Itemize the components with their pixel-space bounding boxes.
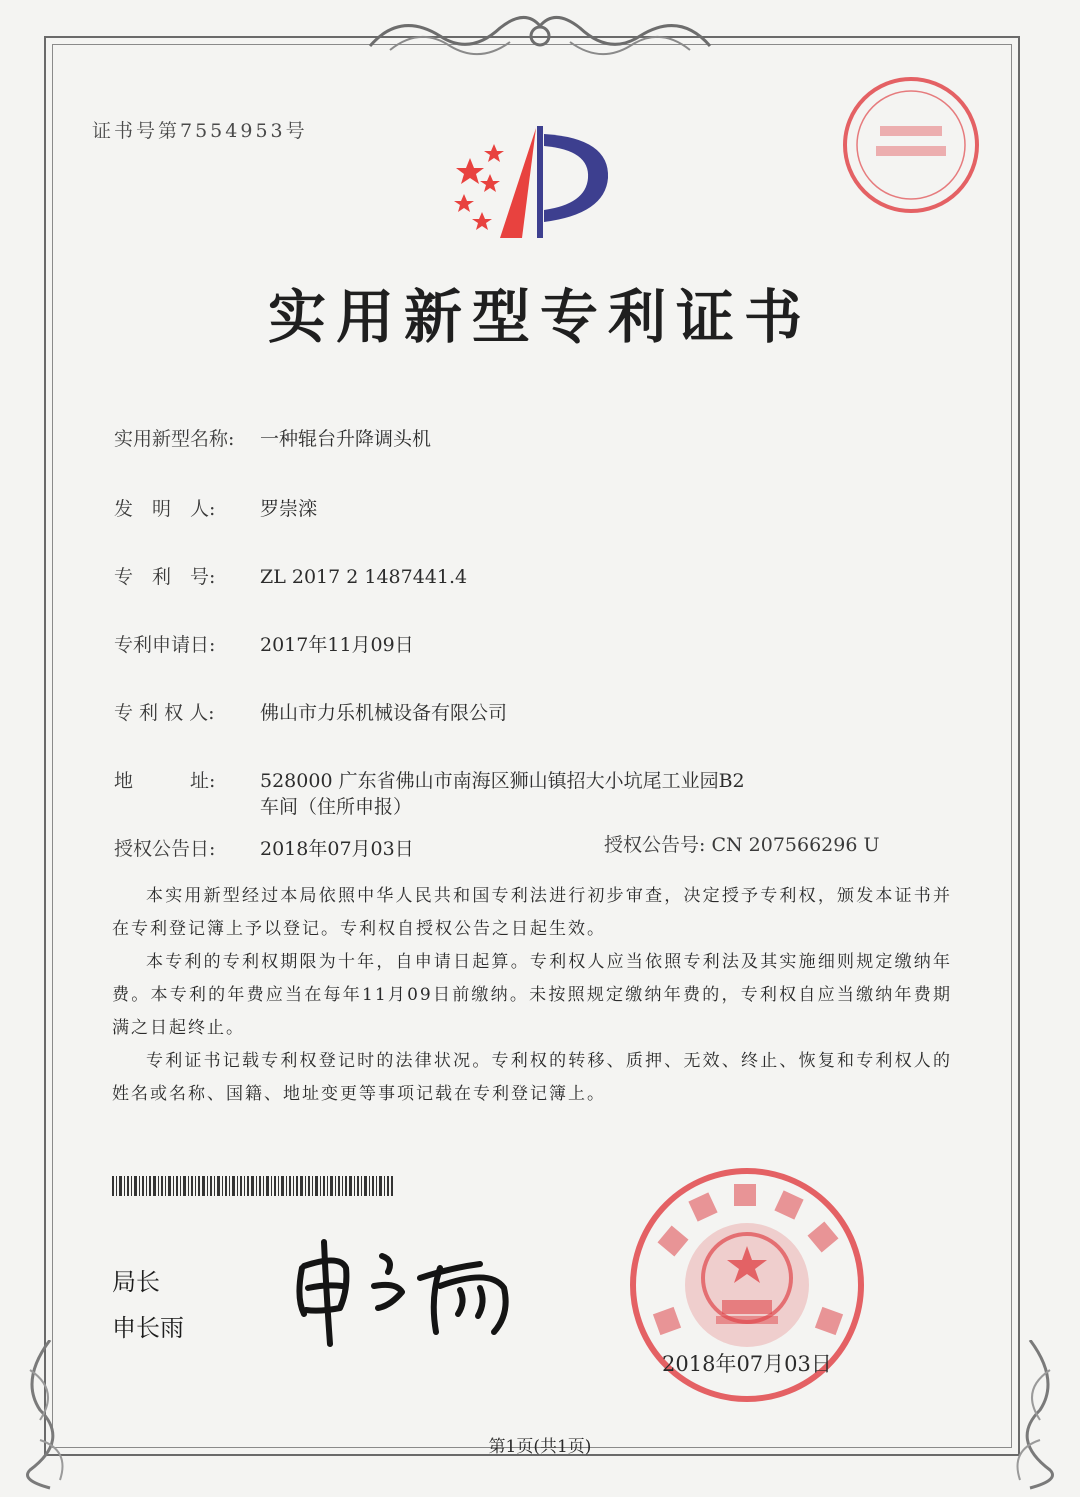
top-ornament (360, 6, 720, 66)
page-number: 第1页(共1页) (488, 1437, 592, 1457)
grant-publication-number (604, 830, 880, 857)
director-name: 申长雨 (112, 1314, 184, 1342)
utility-model-name-value: 一种辊台升降调头机 (260, 428, 432, 450)
filing-date-label: 专利申请日: (114, 634, 216, 656)
director-title: 局长 (112, 1268, 160, 1296)
bottom-left-ornament (10, 1340, 100, 1490)
address-value-line2: 车间（住所申报） (260, 796, 413, 818)
grant-publication-number-value: CN 207566296 U (711, 834, 880, 856)
bottom-right-ornament (980, 1340, 1070, 1490)
utility-model-name-label: 实用新型名称: (114, 428, 235, 450)
patent-number-row (114, 562, 467, 589)
address-row (114, 766, 745, 793)
filing-date-value: 2017年11月09日 (260, 634, 414, 656)
body-paragraph: 本实用新型经过本局依照中华人民共和国专利法进行初步审查，决定授予专利权，颁发本证书并在专利登记簿上予以登记。专利权自授权公告之日起生效。 (112, 886, 952, 939)
grant-publication-number-label: 授权公告号: (604, 834, 706, 856)
seal-date: 2018年07月03日 (662, 1352, 832, 1376)
inventor-row (114, 494, 317, 521)
inventor-label: 发 明 人: (114, 498, 216, 520)
certificate-number: 证书号第7554953号 (92, 120, 308, 142)
director-signature (290, 1228, 540, 1348)
small-red-seal (836, 70, 986, 220)
barcode (112, 1176, 394, 1196)
grant-date-value: 2018年07月03日 (260, 838, 414, 860)
grant-date-label: 授权公告日: (114, 838, 216, 860)
address-value-line1: 528000 广东省佛山市南海区狮山镇招大小坑尾工业园B2 (260, 770, 745, 792)
patentee-label: 专 利 权 人: (114, 702, 215, 724)
certificate-title: 实用新型专利证书 (267, 283, 812, 351)
body-paragraph: 本专利的专利权期限为十年，自申请日起算。专利权人应当依照专利法及其实施细则规定缴纳年费。本专利的年费应当在每年11月09日前缴纳。未按照规定缴纳年费的，专利权自应当缴纳年费期满之日起终止。 (112, 952, 952, 1038)
body-paragraphs (112, 880, 952, 1111)
inventor-value: 罗崇滦 (260, 498, 318, 520)
utility-model-name-row (114, 424, 431, 451)
address-label: 地 址: (114, 770, 216, 792)
patentee-row (114, 698, 507, 725)
patent-number-value: ZL 2017 2 1487441.4 (260, 566, 468, 588)
grant-date-row (114, 834, 414, 861)
filing-date-row (114, 630, 414, 657)
body-paragraph: 专利证书记载专利权登记时的法律状况。专利权的转移、质押、无效、终止、恢复和专利权人的姓名或名称、国籍、地址变更等事项记载在专利登记簿上。 (112, 1051, 952, 1104)
patent-office-logo (440, 118, 620, 248)
patent-number-label: 专 利 号: (114, 566, 216, 588)
patentee-value: 佛山市力乐机械设备有限公司 (260, 702, 508, 724)
